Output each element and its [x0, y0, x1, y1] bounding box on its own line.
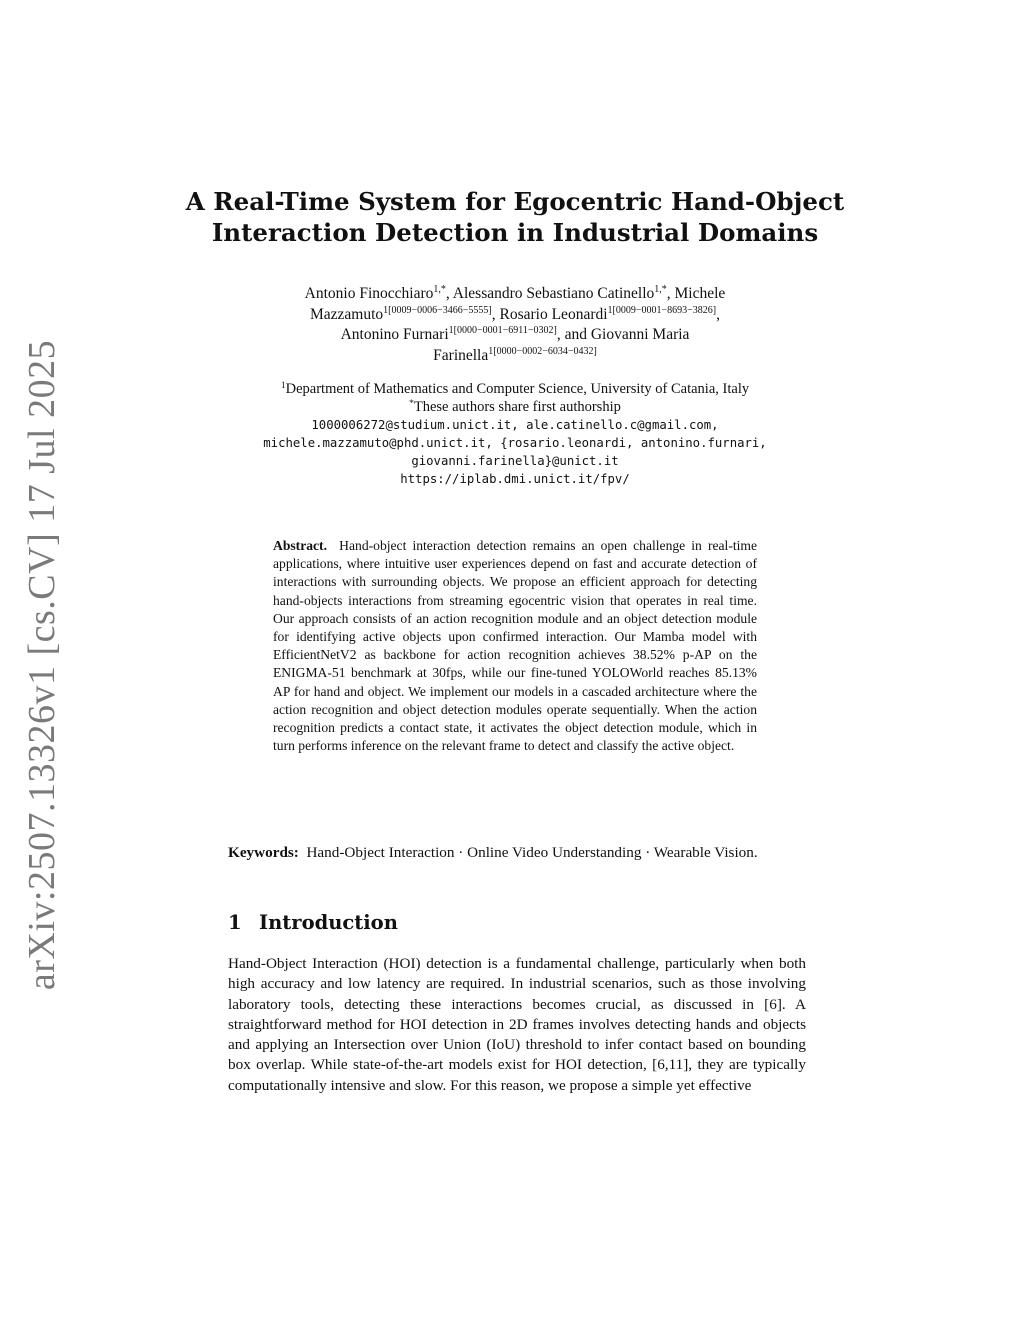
author-orcid: 1[0009−0006−3466−5555]	[383, 304, 492, 316]
section-heading-introduction	[228, 910, 398, 936]
first-authorship-note	[180, 398, 850, 416]
author-name: Alessandro Sebastiano Catinello	[452, 285, 655, 302]
author-orcid: 1[0009−0001−8693−3826]	[607, 304, 717, 316]
note-text: These authors share first authorship	[413, 399, 621, 415]
email-line-3[interactable]: giovanni.farinella}@unict.it	[411, 454, 619, 468]
email-line-1[interactable]: 1000006272@studium.unict.it, ale.catinello.c@gmail.com,	[311, 418, 719, 432]
author-name: Mazzamuto	[309, 305, 384, 323]
author-separator: ,	[491, 305, 500, 323]
affiliation-block	[180, 380, 850, 488]
title-line-2: Interaction Detection in Industrial Domains	[211, 218, 819, 247]
author-line-4	[180, 346, 850, 367]
title-line-1: A Real-Time System for Egocentric Hand-Object	[185, 187, 845, 216]
section-number: 1	[228, 911, 242, 934]
abstract	[273, 537, 757, 755]
paper-title	[160, 186, 870, 248]
keywords	[228, 843, 806, 863]
abstract-text: Hand-object interaction detection remains an open challenge in real-time applications, where intuitive user experiences depend on fast and accurate detection of interactions with surrounding objects. We propose an efficient approach for detecting hand-objects interactions from streaming egocentric vision that operates in real time. Our approach consists of an action recognition module and an object detection module for identifying active objects upon confirmed interaction. Our Mamba model with EfficientNetV2 as backbone for action recognition achieves 38.52% p-AP on the ENIGMA-51 benchmark at 30fps, while our fine-tuned YOLOWorld reaches 85.13% AP for hand and object. We implement our models in a cascaded architecture where the action recognition and object detection modules operate sequentially. When the action recognition predicts a contact state, it activates the object detection module, which in turn performs inference on the relevant frame to detect and classify the active object.	[273, 538, 758, 754]
author-name: Antonio Finocchiaro	[304, 285, 434, 302]
author-affiliation-mark: 1,*	[433, 284, 446, 295]
author-list	[180, 284, 850, 366]
lab-url-link[interactable]: https://iplab.dmi.unict.it/fpv/	[400, 472, 630, 486]
author-name: Rosario Leonardi	[499, 305, 608, 323]
author-orcid: 1[0000−0001−6911−0302]	[448, 325, 557, 336]
affiliation-mark: 1	[280, 381, 286, 391]
keywords-text: Hand-Object Interaction · Online Video Understanding · Wearable Vision.	[306, 844, 758, 861]
author-line-1	[180, 284, 850, 305]
note-mark: *	[409, 399, 414, 409]
department-name: Department of Mathematics and Computer Science, University of Catania, Italy	[285, 381, 750, 397]
author-separator: ,	[716, 305, 721, 323]
author-separator: ,	[445, 285, 453, 302]
keywords-label: Keywords:	[228, 844, 299, 861]
author-name: Antonino Furnari	[340, 326, 449, 343]
author-line-3	[180, 325, 850, 346]
author-name: Farinella	[433, 346, 489, 364]
abstract-label: Abstract.	[273, 538, 327, 553]
section-title: Introduction	[259, 911, 398, 934]
arxiv-identifier[interactable]: arXiv:2507.13326v1 [cs.CV] 17 Jul 2025	[21, 339, 63, 991]
affiliation-department	[180, 380, 850, 398]
author-name: , Michele	[666, 285, 726, 302]
email-line-2[interactable]: michele.mazzamuto@phd.unict.it, {rosario.leonardi, antonino.furnari,	[263, 436, 767, 450]
author-name: , and Giovanni Maria	[556, 326, 690, 343]
author-line-2	[180, 305, 850, 326]
author-affiliation-mark: 1,*	[654, 284, 667, 295]
author-orcid: 1[0000−0002−6034−0432]	[488, 345, 597, 357]
introduction-paragraph: Hand-Object Interaction (HOI) detection is a fundamental challenge, particularly when both high accuracy and low latency are required. In industrial scenarios, such as those involving laboratory tools, detecting these interactions becomes crucial, as discussed in [6]. A straightforward method for HOI detection in 2D frames involves detecting hands and objects and applying an Intersection over Union (IoU) threshold to infer contact based on bounding box overlap. While state-of-the-art models exist for HOI detection, [6,11], they are typically computationally intensive and slow. For this reason, we propose a simple yet effective	[228, 955, 806, 1094]
